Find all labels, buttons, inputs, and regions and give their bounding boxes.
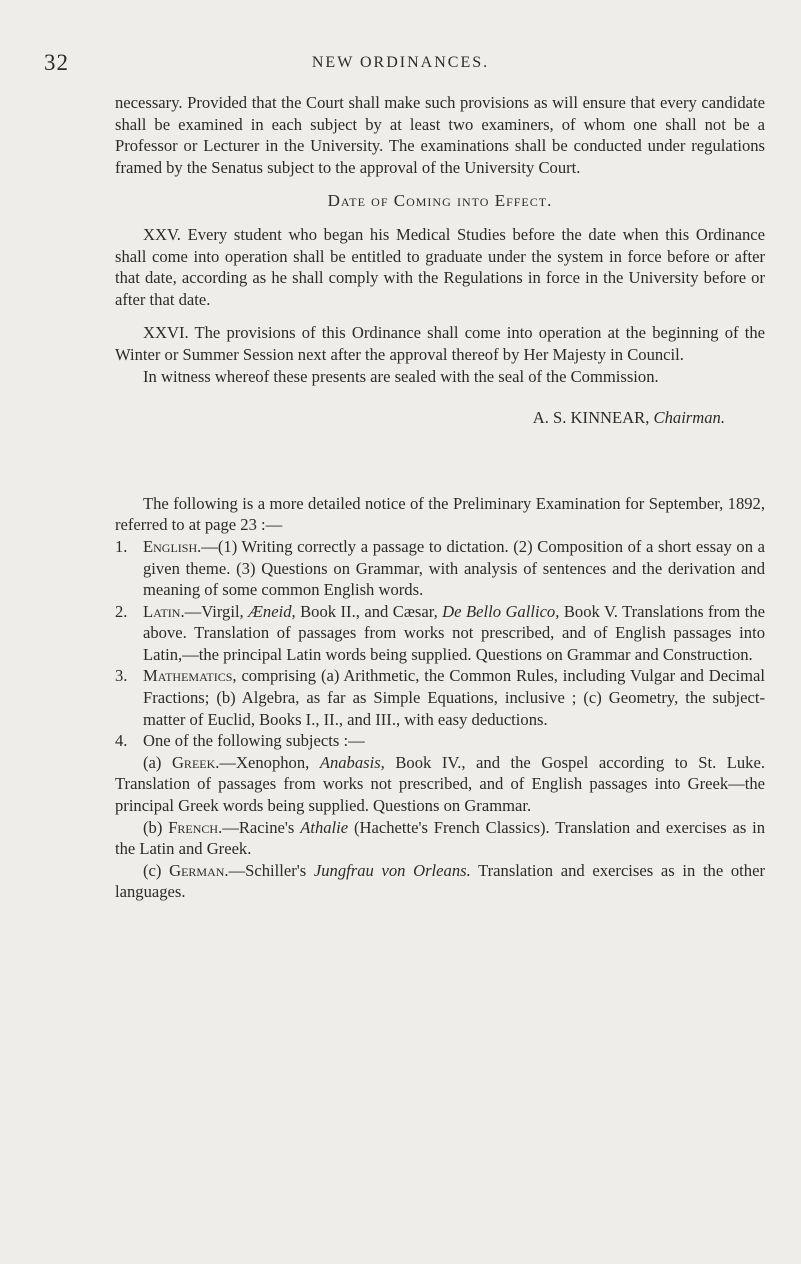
item-number: 1. [115, 536, 128, 556]
paragraph-xxv: XXV. Every student who began his Medical Studies before the date when this Ordinance shall come into operation shall be entitled to graduate under the system in force before or after that date, according as he shall comply with the Regulations in force in the University before or after that date. [115, 224, 765, 309]
item-text: —Virgil, [184, 601, 249, 621]
item-text: —Xenophon, [219, 752, 320, 772]
item-text: —Racine's [222, 817, 301, 837]
list-item [115, 730, 765, 903]
subject-heading: English. [143, 536, 202, 556]
subject-heading: Mathematics, [143, 666, 237, 686]
list-item [115, 665, 765, 730]
subject-heading: Latin. [143, 601, 185, 621]
sub-item-german [115, 860, 765, 903]
work-title: Anabasis, [319, 752, 385, 772]
page-number: 32 [44, 50, 69, 75]
page-body [115, 92, 765, 903]
paragraph-continued: necessary. Provided that the Court shall make such provisions as will ensure that every candidate shall be examined in each subject by at least two examiners, of whom one shall not be a Professor or Lecturer in the University. The examinations shall be conducted under regulations framed by the Senatus subject to the approval of the University Court. [115, 93, 765, 177]
signatory-title: Chairman. [653, 408, 725, 428]
running-head: NEW ORDINANCES. [311, 54, 490, 71]
item-text: —Schiller's [228, 860, 314, 880]
sub-item-label: (a) [143, 752, 172, 772]
item-number: 3. [115, 666, 128, 686]
item-text: Book IV., and the Gospel according to St. Luke. Translation of passages from works not prescribed, and of English passages into Greek—the principal Greek words being supplied. Questions on Grammar. [115, 752, 765, 816]
signature [115, 407, 765, 429]
item-text: One of the following subjects :— [143, 731, 365, 751]
witness-clause: In witness whereof these presents are sealed with the seal of the Commission. [143, 366, 659, 386]
subject-heading: German. [169, 860, 229, 880]
subject-list [115, 536, 765, 903]
item-text: Translation and exercises as in the other languages. [115, 860, 765, 902]
subject-heading: French. [168, 817, 223, 837]
sub-item-label: (c) [143, 860, 170, 880]
list-item [115, 536, 765, 601]
list-item [115, 601, 765, 666]
item-text: comprising (a) Arithmetic, the Common Rules, including Vulgar and Decimal Fractions; (b) Algebra, as far as Simple Equations, inclusive ; (c) Geometry, the subject-matter of Euclid, Books I., II., and III., with easy deductions. [143, 666, 765, 729]
item-text: Book V. Translations from the above. Translation of passages from works not prescribed, and of English passages into Latin,—the principal Latin words being supplied. Questions on Grammar and Construction. [143, 601, 765, 664]
notice-intro: The following is a more detailed notice of the Preliminary Examination for September, 1892, referred to at page 23 :— [115, 493, 765, 535]
sub-item-label: (b) [143, 817, 169, 837]
page-header [0, 50, 801, 80]
item-text: —(1) Writing correctly a passage to dictation. (2) Composition of a short essay on a given theme. (3) Questions on Grammar, with analysis of sentences and the derivation and meaning of some common English words. [143, 536, 765, 600]
item-text: (Hachette's French Classics). Translation and exercises as in the Latin and Greek. [115, 817, 766, 859]
sub-item-french [115, 817, 765, 860]
item-text: Book II., and Cæsar, [295, 601, 443, 621]
section-heading: Date of Coming into Effect. [327, 191, 553, 211]
subject-heading: Greek. [171, 752, 220, 772]
item-number: 2. [115, 601, 128, 621]
work-title: Athalie [300, 817, 349, 837]
paragraph-xxvi: XXVI. The provisions of this Ordinance shall come into operation at the beginning of the Winter or Summer Session next after the approval thereof by Her Majesty in Council. [115, 323, 765, 364]
work-title: Æneid, [248, 601, 296, 621]
signatory-name: A. S. KINNEAR, [532, 408, 650, 428]
work-title: Jungfrau von Orleans. [313, 860, 471, 880]
item-number: 4. [115, 731, 128, 751]
sub-item-greek [115, 752, 765, 817]
work-title: De Bello Gallico, [442, 601, 560, 621]
